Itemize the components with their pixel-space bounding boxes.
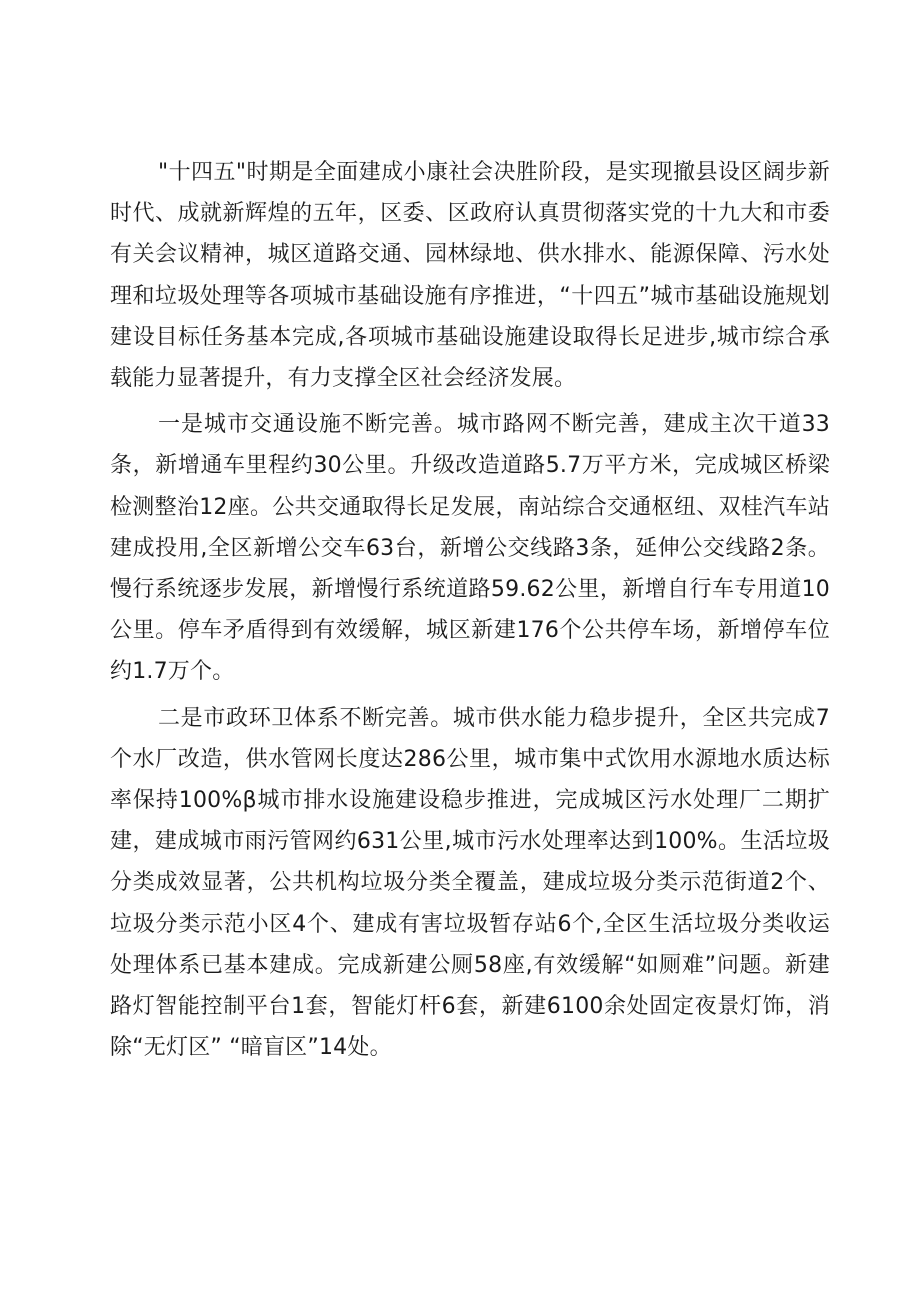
paragraph-intro: "十四五"时期是全面建成小康社会决胜阶段，是实现撤县设区阔步新时代、成就新辉煌的五年，区委、区政府认真贯彻落实党的十九大和市委有关会议精神，城区道路交通、园林绿地、供水排水、能源保障、污水处理和垃圾处理等各项城市基础设施有序推进，“十四五”城市基础设施规划建设目标任务基本完成,各项城市基础设施建设取得长足进步,城市综合承载能力显著提升，有力支撑全区社会经济发展。	[110, 160, 830, 392]
paragraph-transport: 一是城市交通设施不断完善。城市路网不断完善，建成主次干道33条，新增通车里程约30公里。升级改造道路5.7万平方米，完成城区桥梁检测整治12座。公共交通取得长足发展，南站综合交通枢纽、双桂汽车站建成投用,全区新增公交车63台，新增公交线路3条，延伸公交线路2条。慢行系统逐步发展，新增慢行系统道路59.62公里，新增自行车专用道10公里。停车矛盾得到有效缓解，城区新建176个公共停车场，新增停车位约1.7万个。	[110, 412, 830, 685]
document-page	[110, 152, 830, 1073]
paragraph-municipal-sanitation: 二是市政环卫体系不断完善。城市供水能力稳步提升，全区共完成7个水厂改造，供水管网长度达286公里，城市集中式饮用水源地水质达标率保持100%β城市排水设施建设稳步推进，完成城区污水处理厂二期扩建，建成城市雨污管网约631公里,城市污水处理率达到100%。生活垃圾分类成效显著，公共机构垃圾分类全覆盖，建成垃圾分类示范街道2个、垃圾分类示范小区4个、建成有害垃圾暂存站6个,全区生活垃圾分类收运处理体系已基本建成。完成新建公厕58座,有效缓解“如厕难”问题。新建路灯智能控制平台1套，智能灯杆6套，新建6100余处固定夜景灯饰，消除“无灯区” “暗盲区”14处。	[110, 705, 830, 1061]
